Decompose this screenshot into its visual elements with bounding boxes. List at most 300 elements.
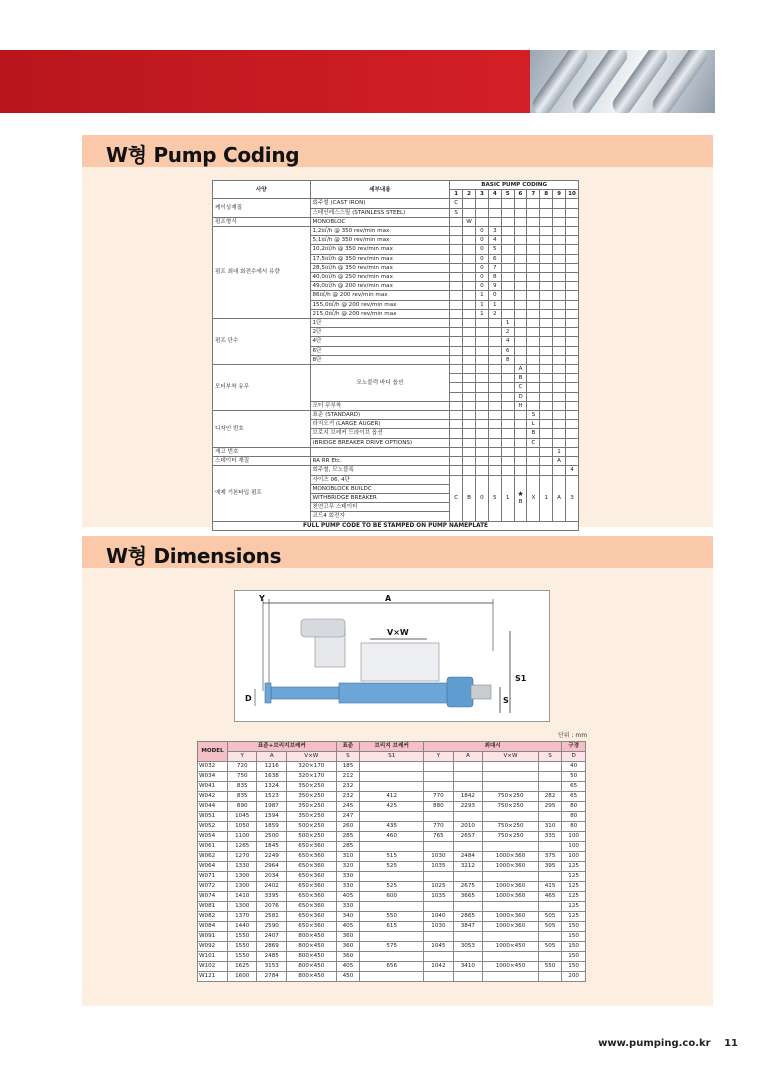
example-code-value: B: [518, 499, 523, 505]
col-model: MODEL: [198, 742, 228, 762]
code-cell: 0: [476, 227, 489, 236]
value-cell: 1523: [257, 792, 286, 802]
code-cell: [553, 282, 566, 291]
code-cell: [566, 438, 579, 447]
example-code-cell: [566, 475, 579, 521]
code-cell: [476, 346, 489, 355]
example-code-value: 1: [505, 494, 510, 501]
code-cell: [553, 438, 566, 447]
value-cell: 2010: [453, 822, 482, 832]
spec-label: 케이싱재질: [213, 199, 311, 217]
table-row: [198, 782, 586, 792]
value-cell: 2407: [257, 932, 286, 942]
code-cell: [463, 199, 476, 208]
code-cell: S: [450, 208, 463, 217]
code-cell: [501, 291, 514, 300]
code-cell: [450, 328, 463, 337]
value-cell: 505: [538, 942, 561, 952]
value-cell: 435: [360, 822, 424, 832]
code-cell: [566, 236, 579, 245]
code-cell: [540, 309, 553, 318]
value-cell: [483, 972, 539, 982]
value-cell: 800×450: [286, 942, 336, 952]
value-cell: 650×360: [286, 842, 336, 852]
value-cell: 450: [336, 972, 360, 982]
value-cell: 765: [424, 832, 453, 842]
sub-header: Y: [228, 752, 257, 762]
code-position-header: 5: [501, 190, 514, 199]
value-cell: 125: [562, 872, 586, 882]
code-cell: [501, 236, 514, 245]
code-cell: [514, 273, 527, 282]
value-cell: 415: [538, 882, 561, 892]
value-cell: 65: [562, 792, 586, 802]
basic-coding-header: BASIC PUMP CODING: [450, 181, 579, 190]
value-cell: 412: [360, 792, 424, 802]
value-cell: [424, 772, 453, 782]
code-cell: [553, 236, 566, 245]
code-cell: [566, 319, 579, 328]
detail-cell: 40,0㎥/h @ 250 rev/min max: [310, 273, 450, 282]
value-cell: 3053: [453, 942, 482, 952]
value-cell: 3410: [453, 962, 482, 972]
code-cell: [476, 466, 489, 475]
code-cell: [553, 227, 566, 236]
code-cell: [450, 245, 463, 254]
code-cell: [527, 447, 540, 456]
table-row: [198, 882, 586, 892]
value-cell: 750×250: [483, 832, 539, 842]
value-cell: 65: [562, 782, 586, 792]
value-cell: 80: [562, 812, 586, 822]
code-cell: [463, 300, 476, 309]
code-cell: [566, 227, 579, 236]
value-cell: 1550: [228, 952, 257, 962]
table-row: [198, 832, 586, 842]
value-cell: [538, 782, 561, 792]
code-cell: [553, 346, 566, 355]
value-cell: 720: [228, 762, 257, 772]
example-code-cell: [540, 475, 553, 521]
spec-label: 재고 번호: [213, 447, 311, 456]
value-cell: [483, 782, 539, 792]
code-cell: [527, 291, 540, 300]
code-cell: [540, 346, 553, 355]
value-cell: 340: [336, 912, 360, 922]
example-code-value: 3: [570, 494, 574, 501]
code-cell: W: [463, 217, 476, 226]
code-cell: [540, 420, 553, 429]
value-cell: 1045: [424, 942, 453, 952]
model-cell: W042: [198, 792, 228, 802]
value-cell: 320: [336, 862, 360, 872]
detail-cell: WITHBRIDGE BREAKER: [310, 493, 450, 502]
value-cell: 125: [562, 902, 586, 912]
value-cell: 3665: [453, 892, 482, 902]
value-cell: 550: [538, 962, 561, 972]
table-row: [198, 872, 586, 882]
code-cell: [540, 263, 553, 272]
value-cell: [483, 842, 539, 852]
code-cell: [514, 291, 527, 300]
code-cell: [527, 337, 540, 346]
value-cell: 1000×360: [483, 892, 539, 902]
code-cell: [488, 365, 501, 374]
value-cell: 3153: [257, 962, 286, 972]
detail-cell: 86㎥/h @ 200 rev/min max: [310, 291, 450, 300]
code-cell: 1: [476, 291, 489, 300]
value-cell: 800×450: [286, 932, 336, 942]
value-cell: 1300: [228, 872, 257, 882]
detail-cell: (BRIDGE BREAKER DRIVE OPTIONS): [310, 438, 450, 447]
code-cell: [514, 227, 527, 236]
value-cell: 150: [562, 932, 586, 942]
code-cell: C: [450, 199, 463, 208]
code-cell: [527, 300, 540, 309]
value-cell: 1000×360: [483, 862, 539, 872]
code-cell: [488, 392, 501, 401]
value-cell: 1100: [228, 832, 257, 842]
code-cell: 4: [566, 466, 579, 475]
value-cell: 2675: [453, 882, 482, 892]
spec-label: 디자인 번호: [213, 411, 311, 448]
code-cell: [463, 447, 476, 456]
detail-cell: MONOBLOCK BUILDC: [310, 484, 450, 493]
table-row: [198, 892, 586, 902]
code-cell: [501, 254, 514, 263]
detail-cell: 사이즈 06, 4단: [310, 475, 450, 484]
value-cell: 1370: [228, 912, 257, 922]
value-cell: 1594: [257, 812, 286, 822]
detail-cell: 6단: [310, 346, 450, 355]
code-cell: [450, 355, 463, 364]
spec-label: 예제 기본타입 펌프: [213, 466, 311, 521]
value-cell: 310: [336, 852, 360, 862]
value-cell: [360, 902, 424, 912]
code-cell: [476, 411, 489, 420]
value-cell: 800×450: [286, 962, 336, 972]
code-position-header: 3: [476, 190, 489, 199]
value-cell: 360: [336, 952, 360, 962]
code-cell: 0: [476, 282, 489, 291]
value-cell: 150: [562, 962, 586, 972]
code-cell: [514, 457, 527, 466]
value-cell: 1550: [228, 932, 257, 942]
value-cell: [424, 902, 453, 912]
value-cell: 2964: [257, 862, 286, 872]
value-cell: 650×360: [286, 902, 336, 912]
example-code-cell: [463, 475, 476, 521]
code-cell: [476, 319, 489, 328]
code-cell: [488, 447, 501, 456]
code-cell: [463, 245, 476, 254]
code-cell: [463, 401, 476, 410]
code-cell: [553, 291, 566, 300]
value-cell: 770: [424, 792, 453, 802]
code-cell: [501, 227, 514, 236]
code-cell: [450, 365, 463, 374]
table-row: [198, 942, 586, 952]
code-cell: [463, 263, 476, 272]
value-cell: 1216: [257, 762, 286, 772]
dim-label-s1: S1: [515, 674, 527, 683]
value-cell: 1000×360: [483, 852, 539, 862]
code-cell: [540, 457, 553, 466]
model-cell: W061: [198, 842, 228, 852]
unit-note: 단위 : mm: [558, 732, 588, 739]
example-code-value: C: [454, 494, 459, 501]
code-cell: [501, 309, 514, 318]
code-cell: [566, 365, 579, 374]
code-position-header: 4: [488, 190, 501, 199]
value-cell: [360, 782, 424, 792]
table-row: [198, 912, 586, 922]
code-cell: [553, 355, 566, 364]
code-cell: [566, 273, 579, 282]
code-cell: [450, 374, 463, 383]
model-cell: W121: [198, 972, 228, 982]
detail-cell: 5,1㎥/h @ 350 rev/min max: [310, 236, 450, 245]
code-cell: [488, 438, 501, 447]
code-cell: [450, 401, 463, 410]
sub-header: A: [257, 752, 286, 762]
code-cell: 0: [476, 263, 489, 272]
value-cell: [453, 872, 482, 882]
code-cell: [566, 217, 579, 226]
detail-cell: 155,0㎥/h @ 200 rev/min max: [310, 300, 450, 309]
value-cell: [483, 932, 539, 942]
value-cell: [538, 902, 561, 912]
value-cell: 550: [360, 912, 424, 922]
code-cell: [514, 208, 527, 217]
value-cell: 80: [562, 822, 586, 832]
value-cell: [360, 842, 424, 852]
code-cell: 7: [488, 263, 501, 272]
code-cell: [501, 282, 514, 291]
code-cell: [553, 245, 566, 254]
code-cell: [527, 236, 540, 245]
code-cell: 0: [476, 245, 489, 254]
code-cell: [527, 319, 540, 328]
value-cell: [538, 972, 561, 982]
example-code-cell: [450, 475, 463, 521]
code-cell: [514, 328, 527, 337]
value-cell: 890: [228, 802, 257, 812]
detail-cell: 10,2㎥/h @ 350 rev/min max: [310, 245, 450, 254]
dimensions-heading: [82, 536, 713, 568]
value-cell: [453, 902, 482, 912]
detail-cell: 4단: [310, 337, 450, 346]
value-cell: [483, 872, 539, 882]
detail-cell: 17,5㎥/h @ 350 rev/min max: [310, 254, 450, 263]
code-cell: [527, 263, 540, 272]
value-cell: 232: [336, 792, 360, 802]
value-cell: [424, 972, 453, 982]
code-cell: [566, 429, 579, 438]
value-cell: 125: [562, 912, 586, 922]
code-cell: [463, 438, 476, 447]
code-cell: [514, 263, 527, 272]
code-cell: [450, 420, 463, 429]
code-cell: [501, 466, 514, 475]
coding-row: [213, 447, 579, 456]
code-cell: [527, 199, 540, 208]
table-row: [198, 772, 586, 782]
code-cell: [450, 392, 463, 401]
coding-footer: FULL PUMP CODE TO BE STAMPED ON PUMP NAMEPLATE: [213, 521, 579, 530]
table-row: [198, 812, 586, 822]
code-cell: [463, 309, 476, 318]
code-cell: [488, 217, 501, 226]
code-cell: B: [527, 429, 540, 438]
detail-cell: 28,5㎥/h @ 350 rev/min max: [310, 263, 450, 272]
value-cell: 750×250: [483, 802, 539, 812]
code-cell: [501, 273, 514, 282]
value-cell: 2402: [257, 882, 286, 892]
code-cell: [514, 466, 527, 475]
value-cell: 150: [562, 922, 586, 932]
dim-label-vxw: V×W: [387, 628, 409, 637]
code-cell: [566, 392, 579, 401]
value-cell: 100: [562, 832, 586, 842]
code-cell: [514, 217, 527, 226]
value-cell: 1600: [228, 972, 257, 982]
code-cell: [488, 355, 501, 364]
code-cell: [463, 337, 476, 346]
value-cell: [538, 872, 561, 882]
model-cell: W092: [198, 942, 228, 952]
code-cell: [463, 291, 476, 300]
value-cell: 100: [562, 852, 586, 862]
coding-row: [213, 319, 579, 328]
value-cell: [360, 772, 424, 782]
code-cell: [450, 227, 463, 236]
code-cell: [566, 263, 579, 272]
value-cell: 1842: [453, 792, 482, 802]
code-cell: [488, 401, 501, 410]
value-cell: [360, 812, 424, 822]
code-cell: [540, 254, 553, 263]
model-cell: W091: [198, 932, 228, 942]
table-row: [198, 802, 586, 812]
value-cell: 2034: [257, 872, 286, 882]
code-cell: D: [514, 392, 527, 401]
code-cell: A: [553, 457, 566, 466]
value-cell: 650×360: [286, 862, 336, 872]
code-cell: [450, 319, 463, 328]
value-cell: [424, 812, 453, 822]
code-cell: [476, 217, 489, 226]
detail-cell: 모터 무부착: [310, 401, 450, 410]
code-cell: [540, 291, 553, 300]
value-cell: 40: [562, 762, 586, 772]
value-cell: 2485: [257, 952, 286, 962]
col-std-group: 표준+브리지브레커: [228, 742, 337, 752]
code-cell: [463, 346, 476, 355]
code-cell: [463, 429, 476, 438]
value-cell: 260: [336, 822, 360, 832]
code-cell: [463, 420, 476, 429]
value-cell: 350×250: [286, 802, 336, 812]
value-cell: 656: [360, 962, 424, 972]
value-cell: [360, 972, 424, 982]
code-cell: [527, 208, 540, 217]
code-cell: [463, 282, 476, 291]
value-cell: 460: [360, 832, 424, 842]
value-cell: 245: [336, 802, 360, 812]
code-cell: [540, 328, 553, 337]
code-cell: A: [514, 365, 527, 374]
value-cell: 750×250: [483, 822, 539, 832]
code-cell: [514, 346, 527, 355]
value-cell: 3847: [453, 922, 482, 932]
detail-cell: 1,2㎥/h @ 350 rev/min max: [310, 227, 450, 236]
value-cell: [453, 772, 482, 782]
value-cell: 1035: [424, 892, 453, 902]
code-position-header: 2: [463, 190, 476, 199]
value-cell: 515: [360, 852, 424, 862]
code-cell: [566, 346, 579, 355]
code-cell: [463, 392, 476, 401]
code-cell: [476, 392, 489, 401]
model-cell: W072: [198, 882, 228, 892]
code-cell: [566, 374, 579, 383]
code-cell: [540, 319, 553, 328]
value-cell: 1000×450: [483, 942, 539, 952]
value-cell: 800×450: [286, 952, 336, 962]
code-cell: [450, 282, 463, 291]
code-cell: [450, 309, 463, 318]
coding-row: [213, 217, 579, 226]
code-cell: [450, 466, 463, 475]
code-cell: [476, 374, 489, 383]
code-cell: [527, 282, 540, 291]
code-cell: [514, 447, 527, 456]
code-cell: [476, 208, 489, 217]
code-cell: [463, 236, 476, 245]
value-cell: 770: [424, 822, 453, 832]
model-cell: W054: [198, 832, 228, 842]
value-cell: [453, 932, 482, 942]
example-code-cell: [476, 475, 489, 521]
value-cell: [538, 772, 561, 782]
code-cell: [566, 383, 579, 392]
model-cell: W084: [198, 922, 228, 932]
value-cell: 150: [562, 952, 586, 962]
code-cell: H: [514, 401, 527, 410]
footer-url[interactable]: www.pumping.co.kr: [598, 1038, 711, 1049]
value-cell: [538, 952, 561, 962]
value-cell: [538, 842, 561, 852]
model-cell: W032: [198, 762, 228, 772]
detail-cell: RA RR Etc.: [310, 457, 450, 466]
code-cell: [553, 365, 566, 374]
section-title: W형 Dimensions: [106, 544, 282, 568]
value-cell: 1300: [228, 882, 257, 892]
code-cell: [476, 328, 489, 337]
value-cell: 2500: [257, 832, 286, 842]
col-bore: 구경: [562, 742, 586, 752]
code-cell: [514, 199, 527, 208]
code-cell: [476, 365, 489, 374]
code-cell: [463, 273, 476, 282]
code-cell: [514, 420, 527, 429]
code-cell: [540, 245, 553, 254]
value-cell: 1265: [228, 842, 257, 852]
code-cell: [488, 337, 501, 346]
value-cell: 350×250: [286, 812, 336, 822]
value-cell: 1987: [257, 802, 286, 812]
